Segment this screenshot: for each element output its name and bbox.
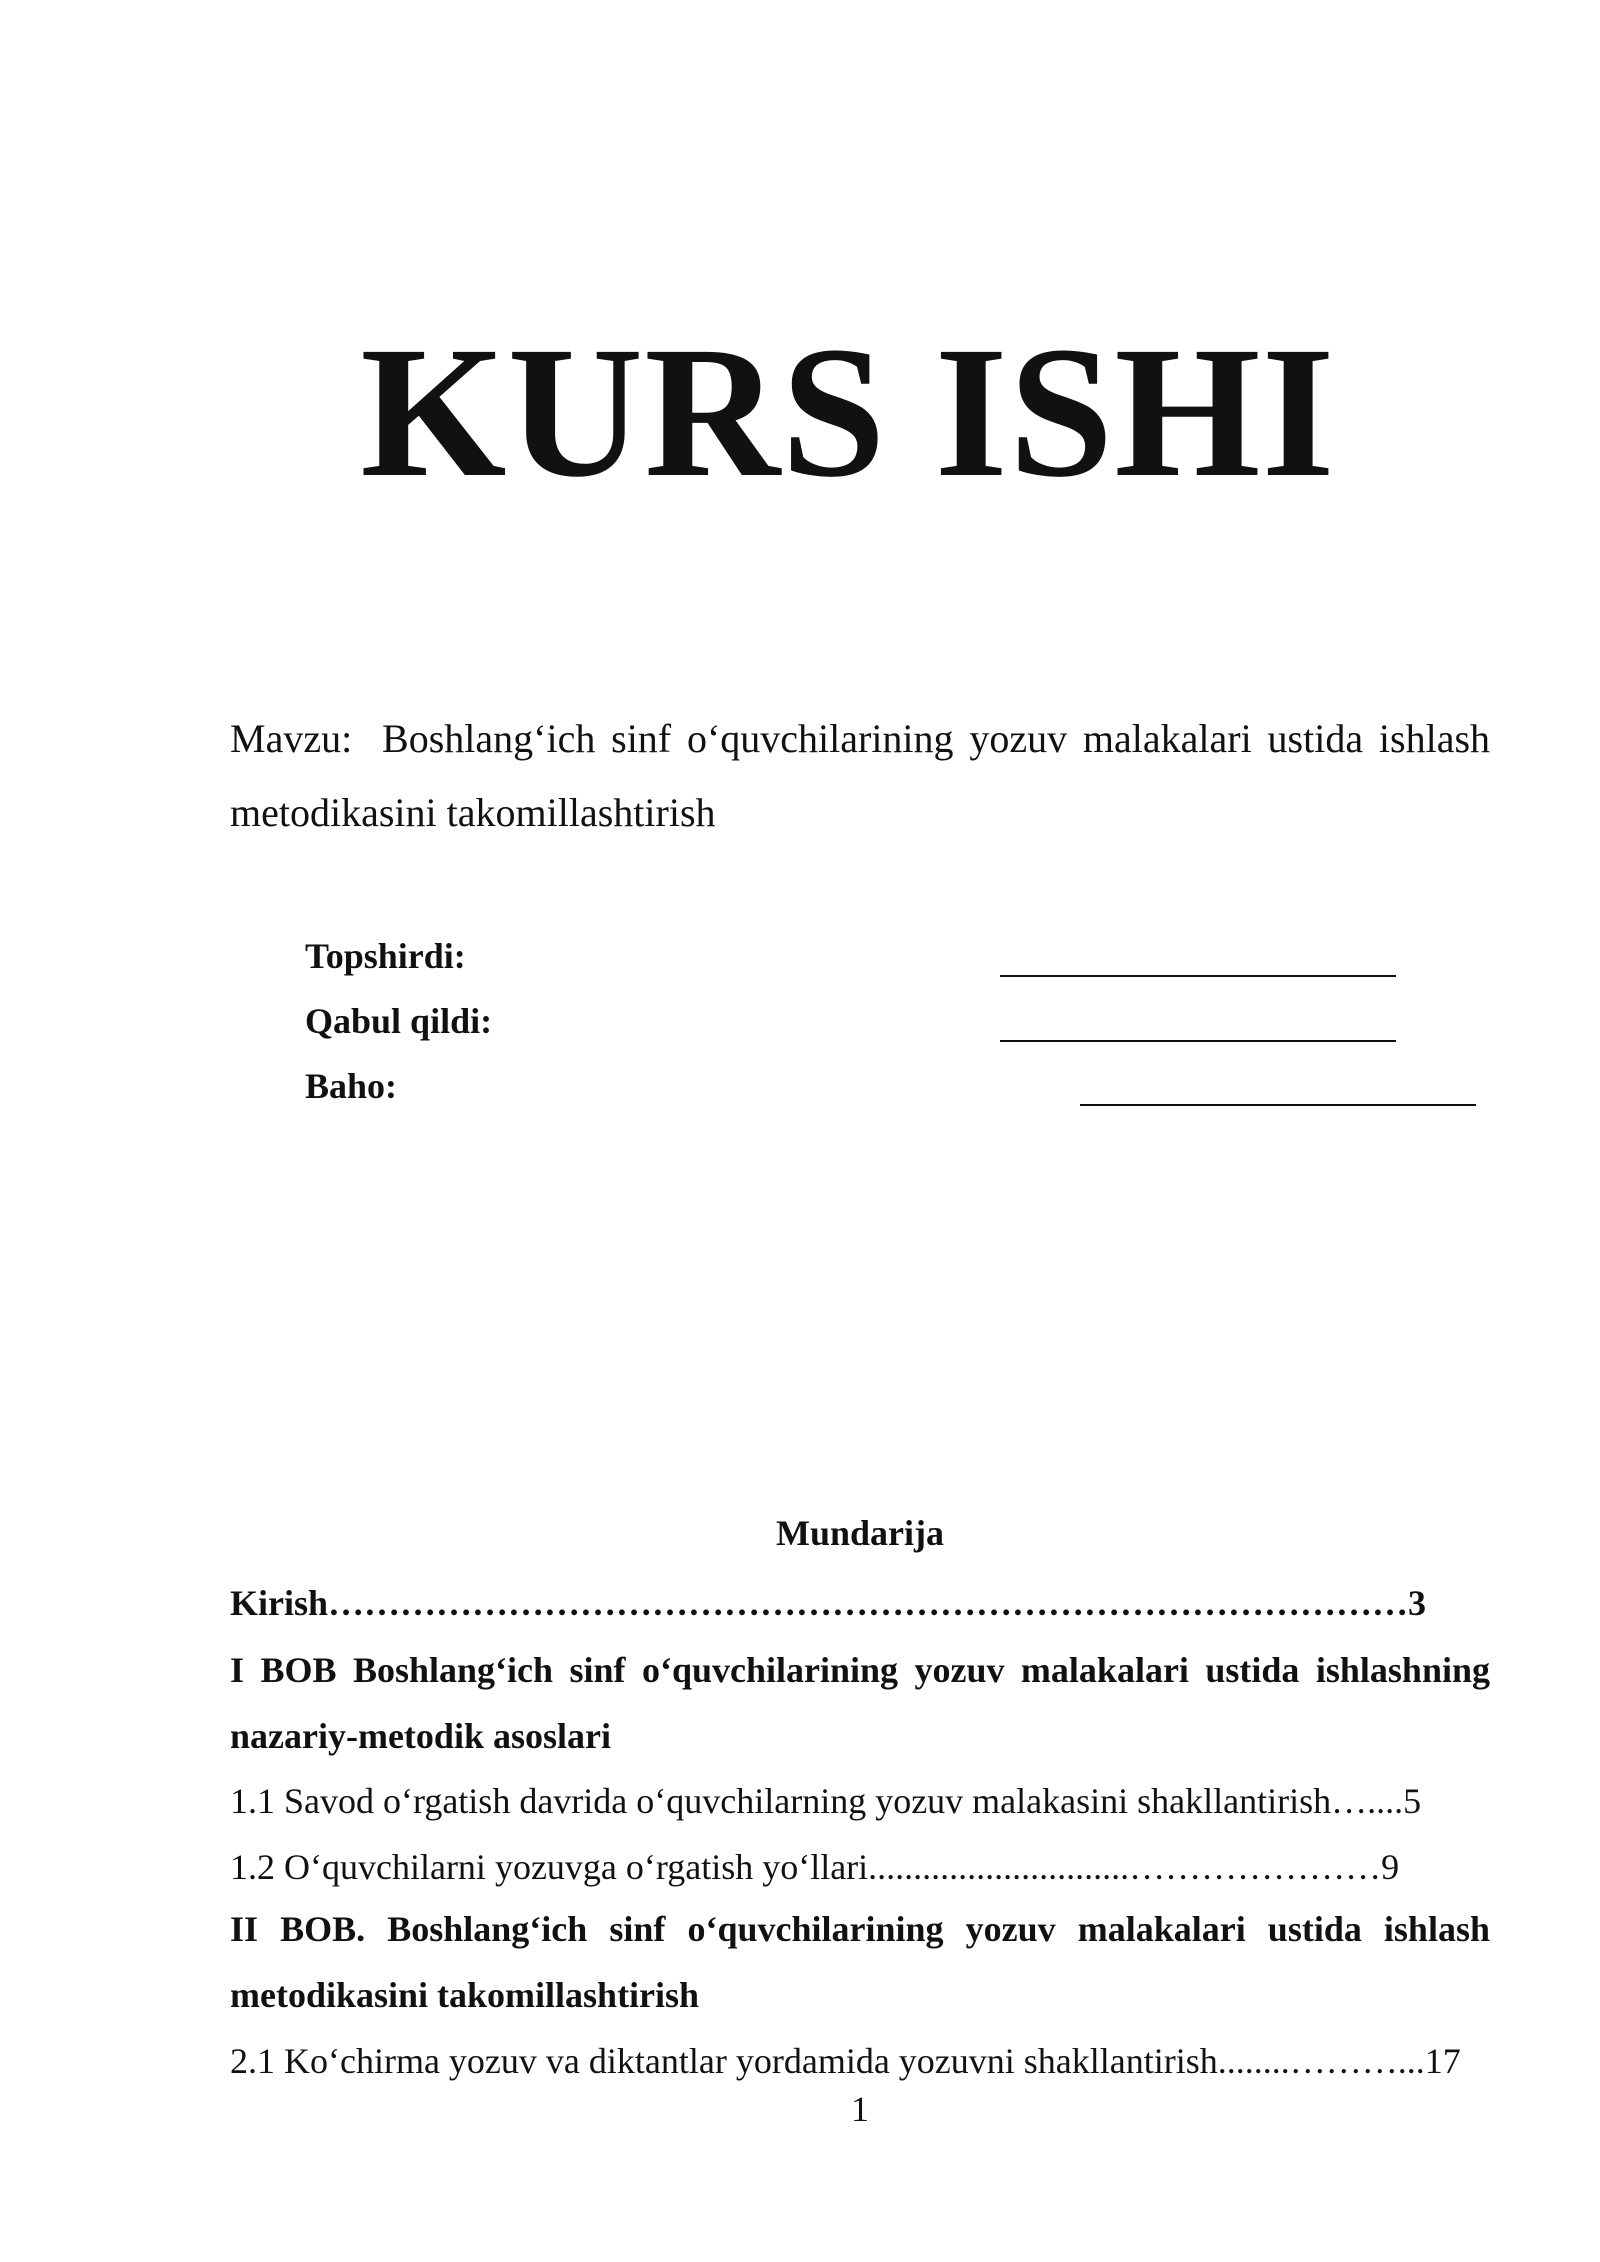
topic-text: Boshlang‘ich sinf o‘quvchilarining yozuv malakalari ustida ishlash metodikasini takomillashtirish: [230, 716, 1491, 835]
signature-row-grade: [305, 1065, 397, 1107]
signature-line: [1080, 1104, 1476, 1106]
signature-label: Topshirdi:: [305, 936, 466, 976]
toc-entry: Kirish………………………………………………………………………………3: [230, 1583, 1427, 1623]
page-number: 1: [851, 2089, 869, 2129]
signature-row-submitted: [305, 935, 466, 977]
signature-line: [1000, 975, 1396, 977]
signature-row-accepted: [305, 1000, 492, 1042]
topic-paragraph: [230, 702, 1490, 850]
signature-label: Baho:: [305, 1066, 398, 1106]
toc-entry: II BOB. Boshlang‘ich sinf o‘quvchilarining yozuv malakalari ustida ishlash metodikasini takomillashtirish: [230, 1909, 1490, 2015]
signature-label: Qabul qildi:: [305, 1001, 493, 1041]
signature-line: [1000, 1040, 1396, 1042]
document-title: KURS ISHI: [360, 307, 1336, 516]
toc-entry: 1.2 O‘quvchilarni yozuvga o‘rgatish yo‘llari.............................…………………9: [230, 1847, 1400, 1887]
topic-label: Mavzu:: [230, 716, 353, 761]
toc-title: Mundarija: [775, 1513, 944, 1553]
toc-entry: 2.1 Ko‘chirma yozuv va diktantlar yordamida yozuvni shakllantirish........………...17: [230, 2041, 1461, 2081]
toc-entry: I BOB Boshlang‘ich sinf o‘quvchilarining yozuv malakalari ustida ishlashning nazariy-metodik asoslari: [230, 1650, 1490, 1756]
toc-entry: 1.1 Savod o‘rgatish davrida o‘quvchilarning yozuv malakasini shakllantirish…....5: [230, 1781, 1422, 1821]
